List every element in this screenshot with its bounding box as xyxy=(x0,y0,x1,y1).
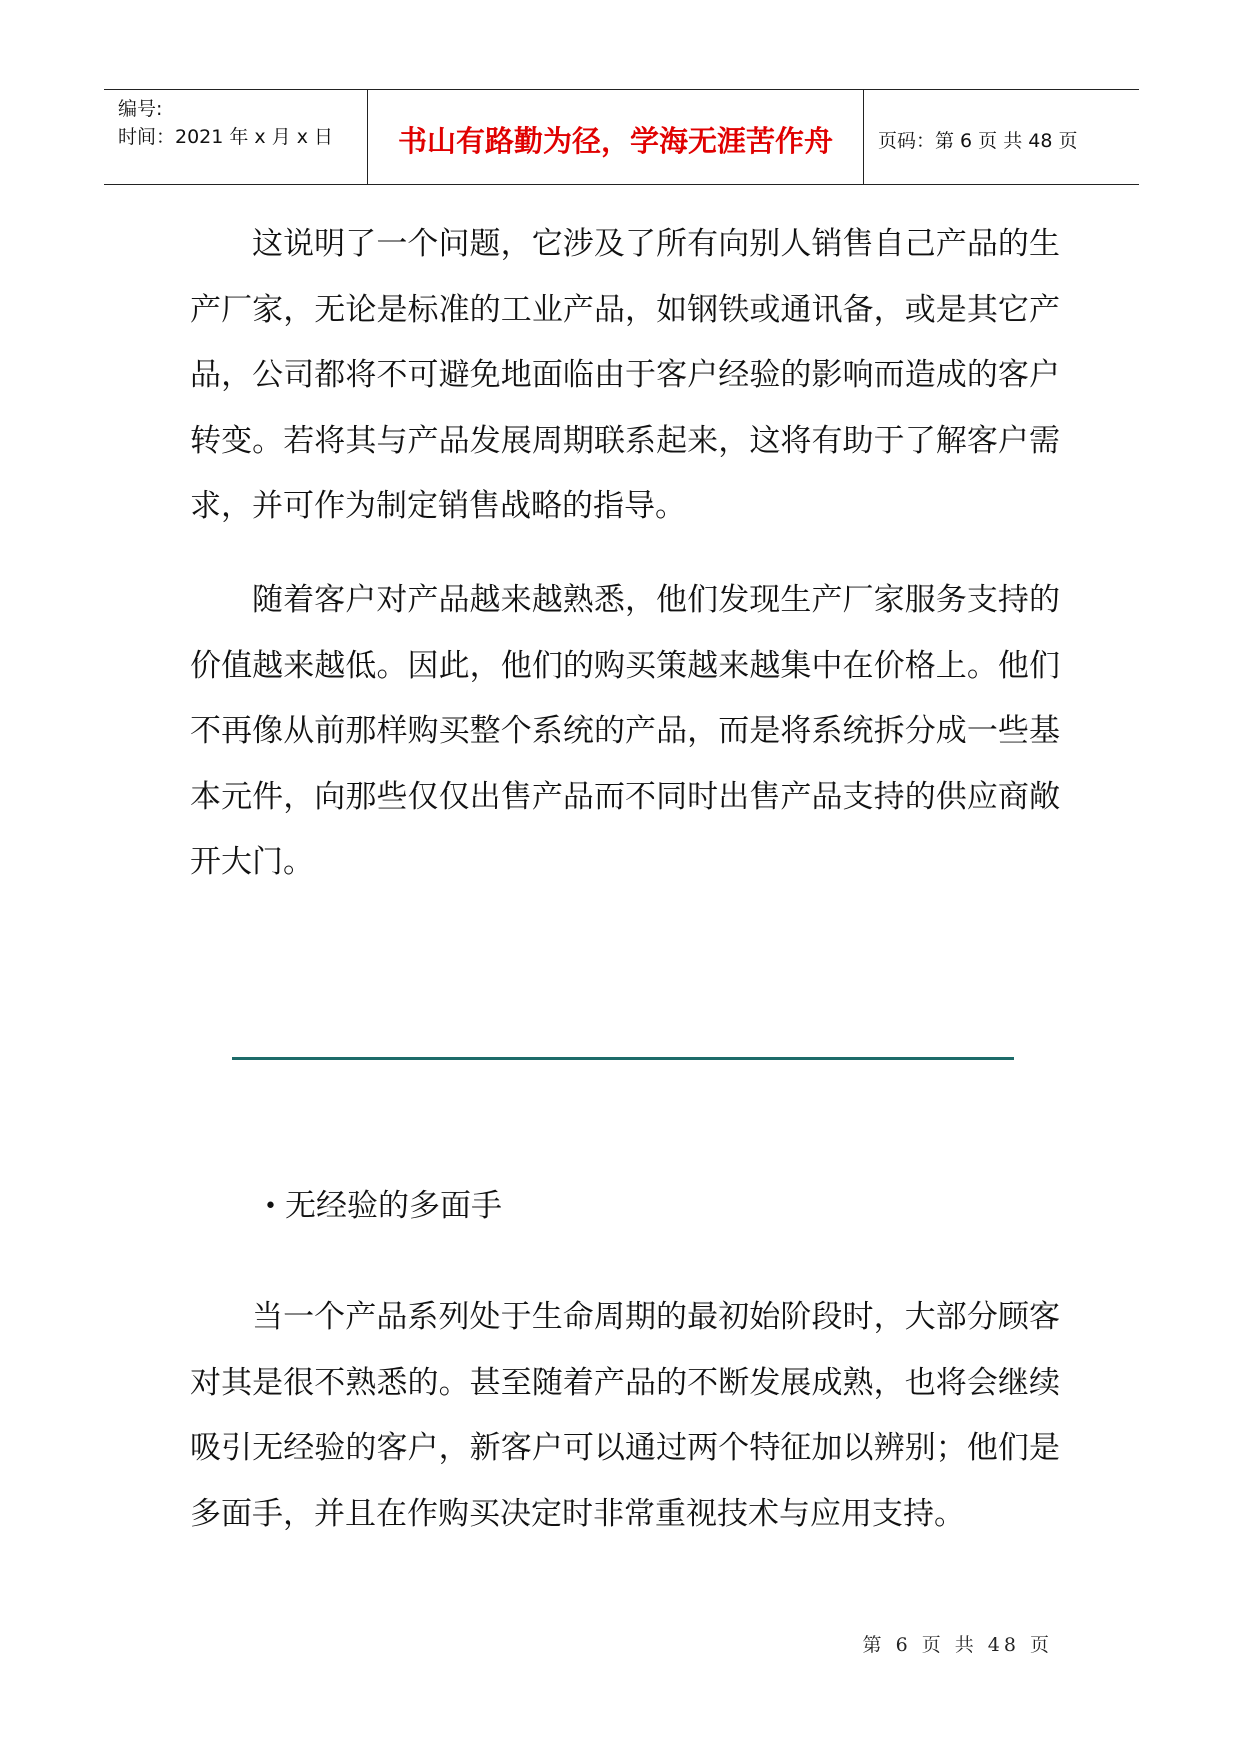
bullet-heading-text: 无经验的多面手 xyxy=(284,1188,502,1224)
page-footer: 第 6 页 共 48 页 xyxy=(862,1634,1053,1656)
time-label: 时间：2021 年 x 月 x 日 xyxy=(118,126,334,148)
header-motto-cell xyxy=(368,90,864,184)
page-header xyxy=(104,89,1139,185)
motto-text: 书山有路勤为径，学海无涯苦作舟 xyxy=(397,123,833,158)
paragraph-1: 这说明了一个问题，它涉及了所有向别人销售自己产品的生产厂家，无论是标准的工业产品，如钢铁或通讯备，或是其它产品，公司都将不可避免地面临由于客户经验的影响而造成的客户转变。若将其与产品发展周期联系起来，这将有助于了解客户需求，并可作为制定销售战略的指导。 xyxy=(190,226,1060,524)
header-page-cell xyxy=(864,90,1139,184)
number-label: 编号: xyxy=(118,98,163,120)
bullet-heading-item xyxy=(264,1181,502,1232)
section-divider xyxy=(232,1057,1014,1060)
page-label: 页码：第 6 页 共 48 页 xyxy=(878,129,1078,152)
paragraph-3: 当一个产品系列处于生命周期的最初始阶段时，大部分顾客对其是很不熟悉的。甚至随着产品的不断发展成熟，也将会继续吸引无经验的客户，新客户可以通过两个特征加以辨别；他们是多面手，并且在作购买决定时非常重视技术与应用支持。 xyxy=(190,1299,1060,1532)
bullet-dot-icon: • xyxy=(264,1194,277,1219)
paragraph-2: 随着客户对产品越来越熟悉，他们发现生产厂家服务支持的价值越来越低。因此，他们的购买策越来越集中在价格上。他们不再像从前那样购买整个系统的产品，而是将系统拆分成一些基本元件，向那些仅仅出售产品而不同时出售产品支持的供应商敞开大门。 xyxy=(190,582,1060,880)
header-meta-cell xyxy=(104,90,368,184)
